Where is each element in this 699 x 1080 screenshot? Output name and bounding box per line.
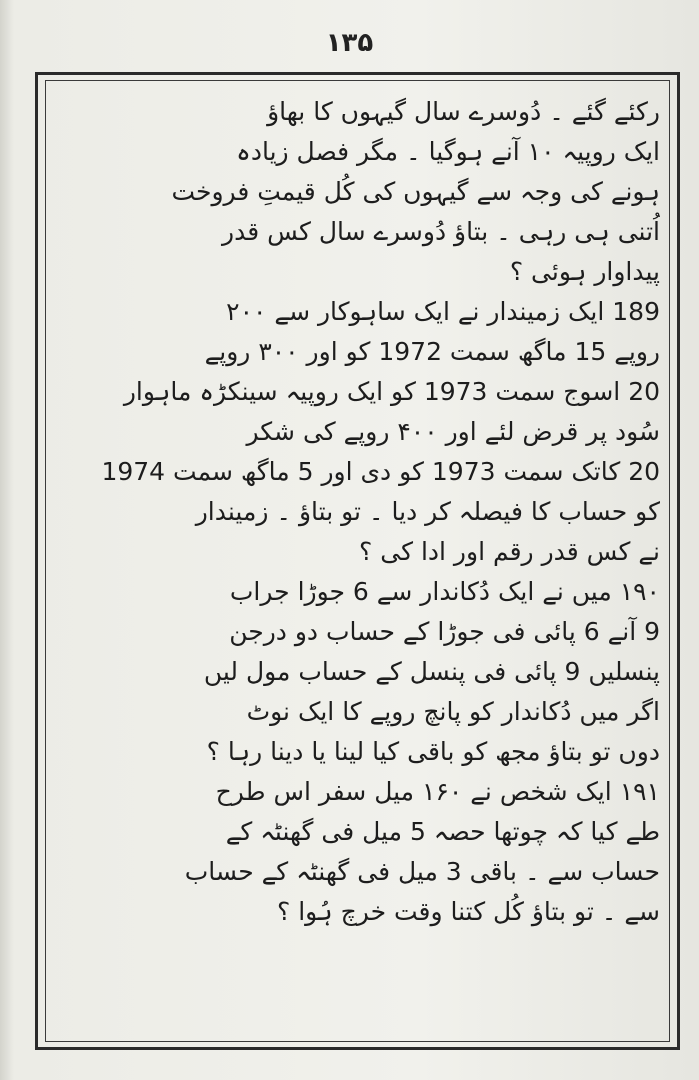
text-line: 9 آنے 6 پائی فی جوڑا کے حساب دو درجن — [229, 617, 660, 646]
text-line: اُتنی ہی رہی ۔ بتاؤ دُوسرے سال کس قدر — [222, 217, 660, 246]
text-line: طے کیا کہ چوتھا حصہ 5 میل فی گھنٹہ کے — [225, 817, 660, 846]
text-line: نے کس قدر رقم اور ادا کی ؟ — [359, 537, 660, 566]
text-line: 20 اسوج سمت 1973 کو ایک روپیہ سینکڑہ ماہوار — [123, 377, 660, 406]
question-189-line: 189 ایک زمیندار نے ایک ساہوکار سے ۲۰۰ — [226, 297, 660, 326]
text-line: سے ۔ تو بتاؤ کُل کتنا وقت خرچ ہُوا ؟ — [276, 897, 660, 926]
text-line: کو حساب کا فیصلہ کر دیا ۔ تو بتاؤ ۔ زمیندار — [195, 497, 660, 526]
question-191-line: ۱۹۱ ایک شخص نے ۱۶۰ میل سفر اس طرح — [215, 777, 660, 806]
text-line: ایک روپیہ ۱۰ آنے ہوگیا ۔ مگر فصل زیادہ — [236, 137, 660, 166]
text-line: سُود پر قرض لئے اور ۴۰۰ روپے کی شکر — [246, 417, 660, 446]
text-block — [56, 92, 660, 1032]
text-line: ہونے کی وجہ سے گیہوں کی کُل قیمتِ فروخت — [171, 177, 660, 206]
text-line: پنسلیں 9 پائی فی پنسل کے حساب مول لیں — [203, 657, 660, 686]
text-line: رکئے گئے ۔ دُوسرے سال گیہوں کا بھاؤ — [267, 97, 660, 126]
text-line: پیداوار ہوئی ؟ — [509, 257, 660, 286]
page-number: ۱۳۵ — [325, 28, 374, 58]
text-line: روپے 15 ماگھ سمت 1972 کو اور ۳۰۰ روپے — [204, 337, 660, 366]
text-line: 20 کاتک سمت 1973 کو دی اور 5 ماگھ سمت 1974 — [101, 457, 660, 486]
text-line: اگر میں دُکاندار کو پانچ روپے کا ایک نوٹ — [246, 697, 660, 726]
text-line: حساب سے ۔ باقی 3 میل فی گھنٹہ کے حساب — [184, 857, 660, 886]
question-190-line: ۱۹۰ میں نے ایک دُکاندار سے 6 جوڑا جراب — [229, 577, 660, 606]
text-line: دوں تو بتاؤ مجھ کو باقی کیا لینا یا دینا رہا ؟ — [206, 737, 660, 766]
